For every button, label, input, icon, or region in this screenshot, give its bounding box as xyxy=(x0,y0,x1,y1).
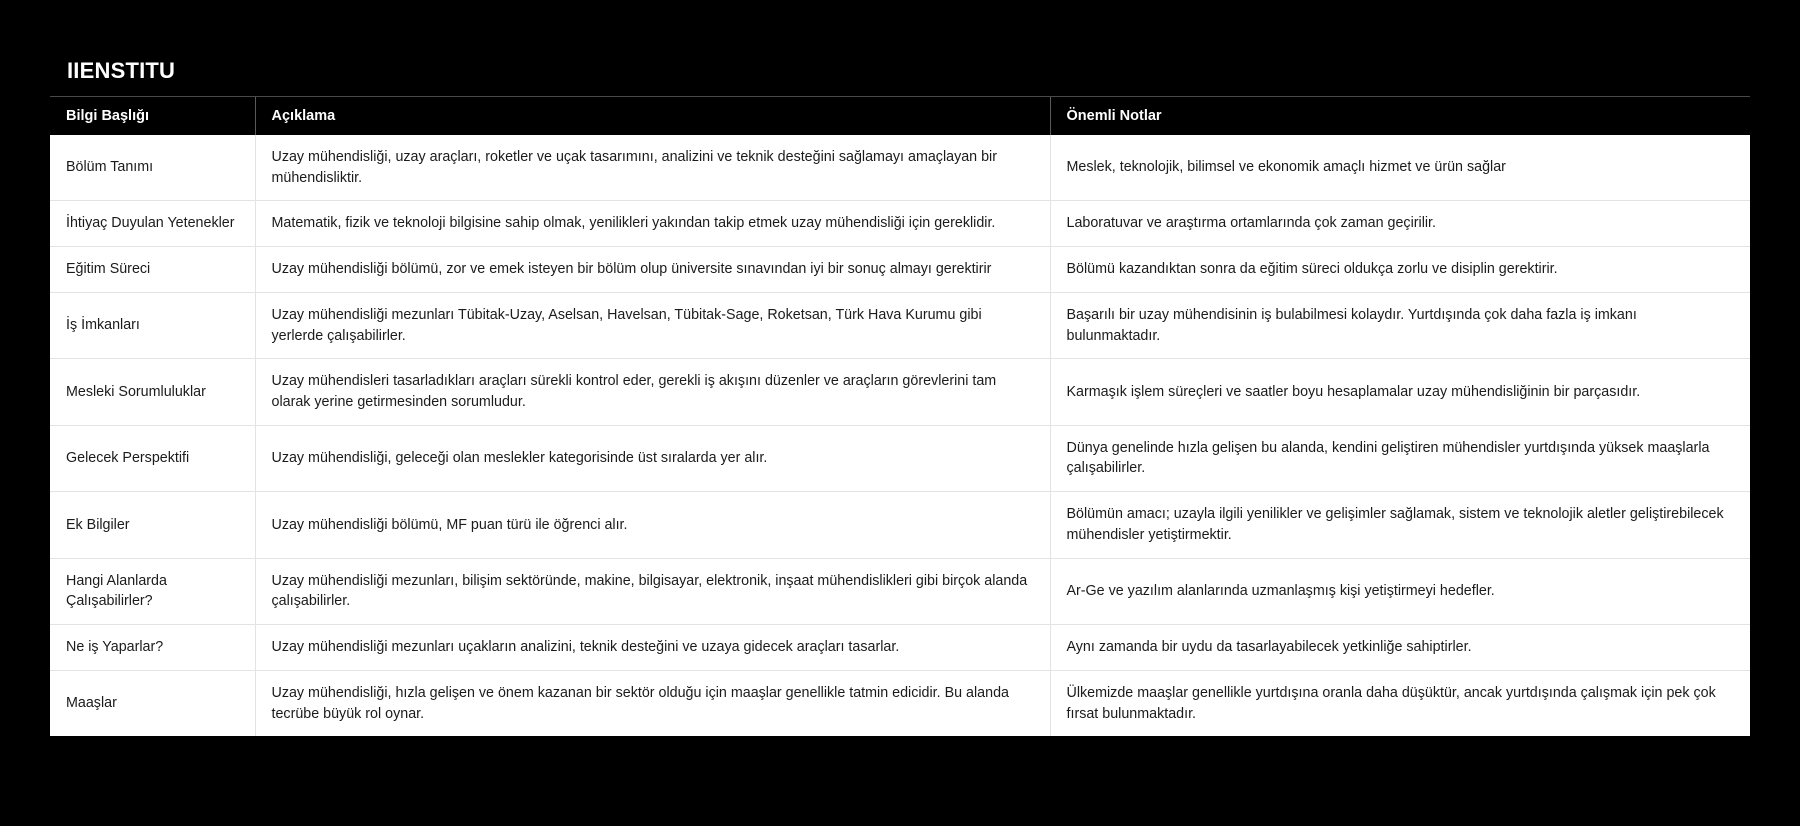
table-row xyxy=(50,670,1750,736)
table-row xyxy=(50,247,1750,293)
cell-notes: Meslek, teknolojik, bilimsel ve ekonomik amaçlı hizmet ve ürün sağlar xyxy=(1050,135,1750,201)
cell-notes: Ülkemizde maaşlar genellikle yurtdışına oranla daha düşüktür, ancak yurtdışında çalışmak için pek çok fırsat bulunmaktadır. xyxy=(1050,670,1750,736)
cell-title: Maaşlar xyxy=(50,670,255,736)
cell-notes: Dünya genelinde hızla gelişen bu alanda, kendini geliştiren mühendisler yurtdışında yüksek maaşlarla çalışabilirler. xyxy=(1050,425,1750,491)
table-row xyxy=(50,625,1750,671)
table-row xyxy=(50,558,1750,624)
cell-notes: Bölümün amacı; uzayla ilgili yenilikler ve gelişimler sağlamak, sistem ve teknolojik aletler geliştirebilecek mühendisler yetiştirmektir. xyxy=(1050,492,1750,558)
table-header-row xyxy=(50,97,1750,135)
cell-description: Matematik, fizik ve teknoloji bilgisine sahip olmak, yenilikleri yakından takip etmek uzay mühendisliği için gereklidir. xyxy=(255,201,1050,247)
cell-description: Uzay mühendisliği, geleceği olan meslekler kategorisinde üst sıralarda yer alır. xyxy=(255,425,1050,491)
cell-title: Hangi Alanlarda Çalışabilirler? xyxy=(50,558,255,624)
cell-notes: Başarılı bir uzay mühendisinin iş bulabilmesi kolaydır. Yurtdışında çok daha fazla iş imkanı bulunmaktadır. xyxy=(1050,292,1750,358)
cell-title: Ek Bilgiler xyxy=(50,492,255,558)
table-row xyxy=(50,425,1750,491)
cell-description: Uzay mühendisliği bölümü, MF puan türü ile öğrenci alır. xyxy=(255,492,1050,558)
cell-title: İhtiyaç Duyulan Yetenekler xyxy=(50,201,255,247)
cell-description: Uzay mühendisliği, hızla gelişen ve önem kazanan bir sektör olduğu için maaşlar genellikle tatmin edicidir. Bu alanda tecrübe büyük rol oynar. xyxy=(255,670,1050,736)
table-head xyxy=(50,97,1750,135)
cell-notes: Karmaşık işlem süreçleri ve saatler boyu hesaplamalar uzay mühendisliğinin bir parçasıdır. xyxy=(1050,359,1750,425)
info-table-card xyxy=(50,45,1750,736)
cell-notes: Ar-Ge ve yazılım alanlarında uzmanlaşmış kişi yetiştirmeyi hedefler. xyxy=(1050,558,1750,624)
cell-title: Gelecek Perspektifi xyxy=(50,425,255,491)
cell-notes: Aynı zamanda bir uydu da tasarlayabilecek yetkinliğe sahiptirler. xyxy=(1050,625,1750,671)
table-body xyxy=(50,135,1750,736)
cell-description: Uzay mühendisliği bölümü, zor ve emek isteyen bir bölüm olup üniversite sınavından iyi bir sonuç almayı gerektirir xyxy=(255,247,1050,293)
column-header-description: Açıklama xyxy=(255,97,1050,135)
column-header-title: Bilgi Başlığı xyxy=(50,97,255,135)
cell-title: İş İmkanları xyxy=(50,292,255,358)
cell-description: Uzay mühendisliği, uzay araçları, roketler ve uçak tasarımını, analizini ve teknik desteğini sağlamayı amaçlayan bir mühendisliktir. xyxy=(255,135,1050,201)
cell-notes: Laboratuvar ve araştırma ortamlarında çok zaman geçirilir. xyxy=(1050,201,1750,247)
brand-header xyxy=(50,45,1750,97)
cell-title: Ne iş Yaparlar? xyxy=(50,625,255,671)
table-row xyxy=(50,201,1750,247)
brand-title: IIENSTITU xyxy=(67,57,176,83)
cell-title: Eğitim Süreci xyxy=(50,247,255,293)
table-row xyxy=(50,492,1750,558)
column-header-notes: Önemli Notlar xyxy=(1050,97,1750,135)
cell-description: Uzay mühendisliği mezunları Tübitak-Uzay, Aselsan, Havelsan, Tübitak-Sage, Roketsan, Türk Hava Kurumu gibi yerlerde çalışabilirler. xyxy=(255,292,1050,358)
table-row xyxy=(50,292,1750,358)
cell-description: Uzay mühendisleri tasarladıkları araçları sürekli kontrol eder, gerekli iş akışını düzenler ve araçların görevlerini tam olarak yerine getirmesinden sorumludur. xyxy=(255,359,1050,425)
cell-title: Bölüm Tanımı xyxy=(50,135,255,201)
cell-description: Uzay mühendisliği mezunları, bilişim sektöründe, makine, bilgisayar, elektronik, inşaat mühendislikleri gibi birçok alanda çalışabilirler. xyxy=(255,558,1050,624)
table-row xyxy=(50,135,1750,201)
table-row xyxy=(50,359,1750,425)
cell-notes: Bölümü kazandıktan sonra da eğitim süreci oldukça zorlu ve disiplin gerektirir. xyxy=(1050,247,1750,293)
information-table xyxy=(50,97,1750,736)
cell-description: Uzay mühendisliği mezunları uçakların analizini, teknik desteğini ve uzaya gidecek araçları tasarlar. xyxy=(255,625,1050,671)
cell-title: Mesleki Sorumluluklar xyxy=(50,359,255,425)
